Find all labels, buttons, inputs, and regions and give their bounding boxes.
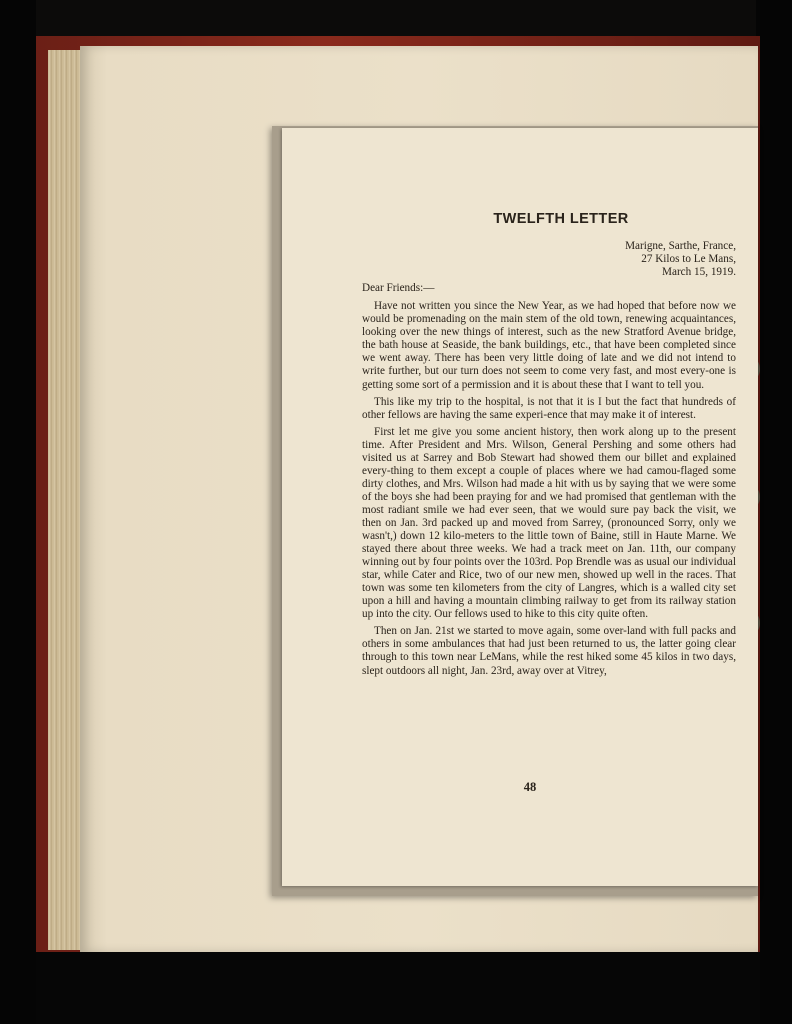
paragraph: This like my trip to the hospital, is not that it is I but the fact that hundreds of other fellows are having the same experi-ence that may make it of interest. — [362, 395, 736, 421]
dateline-line: Marigne, Sarthe, France, — [625, 240, 736, 253]
scan-background-top — [36, 0, 756, 40]
paragraph: Have not written you since the New Year, as we had hoped that before now we would be promenading on the main stem of the old town, renewing acquaintances, looking over the new things of interest, such as the new Stratford Avenue bridge, the bath house at Seaside, the bank buildings, etc., that have been completed since we went away. There has been very little doing of late and we did not intend to write further, but our turn does not seem to come very fast, and most every-one is getting some sort of a permission and it is about these that I want to tell you. — [362, 300, 736, 391]
scan-background-bottom — [36, 952, 760, 1024]
paragraph: First let me give you some ancient history, then work along up to the present time. After President and Mrs. Wilson, General Pershing and some others had visited us at Sarrey and Bob Stewart had showed them our billet and explained every-thing to them except a couple of places where we had camou-flaged some dirty clothes, and Mrs. Wilson had made a hit with us by saying that we were some of the boys she had been praying for and we had promised that gentleman with the most radiant smile we had ever seen, that we would sure pay back the visit, we then on Jan. 3rd packed up and moved from Sarrey, (pronounced Sorry, only we wasn't,) down 12 kilo-meters to the little town of Baine, still in Haute Marne. We stayed there about three weeks. We had a track meet on Jan. 11th, our company winning out by four points over the 103rd. Pop Brendle was as usual our individual star, while Cater and Rice, two of our new men, showed up well in the races. That town was some ten kilometers from the city of Langres, which is a walled city set upon a hill and having a mountain climbing railway to get from its railway station up into the city. Our fellows used to hike to this city quite often. — [362, 425, 736, 621]
letter-title: TWELFTH LETTER — [493, 211, 629, 227]
salutation: Dear Friends:— — [362, 282, 435, 295]
letter-content — [362, 213, 736, 682]
paragraph: Then on Jan. 21st we started to move again, some over-land with full packs and others in some ambulances that had just been returned to us, the latter going clear through to this town near LeMans, while the rest hiked some 45 kilos in two days, slept outdoors all night, Jan. 23rd, away over at Vitrey, — [362, 625, 736, 677]
dateline — [362, 240, 736, 279]
dateline-line: March 15, 1919. — [662, 266, 736, 279]
page-number: 48 — [523, 780, 537, 794]
dateline-line: 27 Kilos to Le Mans, — [641, 253, 736, 266]
